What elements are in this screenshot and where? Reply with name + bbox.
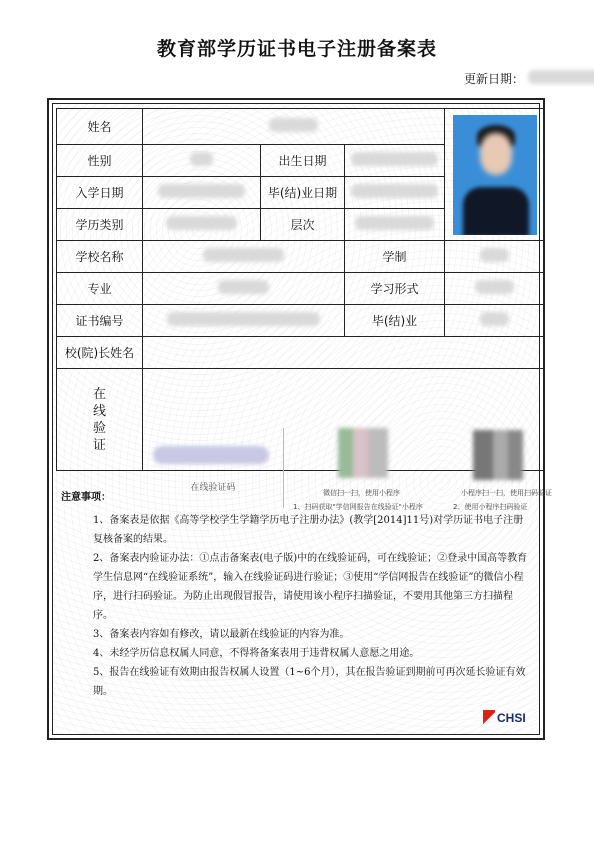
value-duration <box>445 241 545 273</box>
note-item: 5、报告在线验证有效期由报告权属人设置（1~6个月），其在报告验证到期前可再次延长验证有效期。 <box>93 667 526 697</box>
qr2-step: 2、使用小程序扫码验证 <box>453 502 528 511</box>
qr1-step: 1、扫码获取"学信网报告在线验证"小程序 <box>293 502 423 511</box>
value-birth <box>345 145 445 177</box>
update-date-label: 更新日期： <box>463 72 524 86</box>
verify-qr-code <box>473 430 523 480</box>
verify-code-link[interactable] <box>153 446 269 464</box>
photo-cell <box>445 109 545 241</box>
value-grad-date <box>345 177 445 209</box>
note-item: 3、备案表内容如有修改，请以最新在线验证的内容为准。 <box>93 629 350 640</box>
value-school <box>143 241 345 273</box>
value-president <box>143 337 545 369</box>
note-item: 1、备案表是依据《高等学校学生学籍学历电子注册办法》(教学[2014]11号)对学历证书电子注册复核备案的结果。 <box>93 515 524 545</box>
label-name: 姓名 <box>57 109 143 145</box>
notes-section <box>61 488 531 701</box>
value-level <box>345 209 445 241</box>
label-birth: 出生日期 <box>261 145 345 177</box>
note-item: 4、未经学历信息权属人同意，不得将备案表用于违背权属人意愿之用途。 <box>93 648 420 659</box>
qr1-caption: 微信扫一扫，使用小程序 <box>323 488 400 497</box>
page-title: 教育部学历证书电子注册备案表 <box>156 38 437 60</box>
record-inner <box>52 103 552 735</box>
label-grad-status: 毕(结)业 <box>345 305 445 337</box>
note-item: 2、备案表内验证办法：①点击备案表(电子版)中的在线验证码，可在线验证；②登录中国高等教育学生信息网“在线验证系统”，输入在线验证码进行验证；③使用“学信网报告在线验证”的微信小程序，进行扫码验证。为防止出现假冒报告，请使用该小程序扫描验证，不要用其他第三方扫描程序。 <box>93 553 528 621</box>
value-enroll <box>143 177 261 209</box>
label-grad-date: 毕(结)业日期 <box>261 177 345 209</box>
record-frame <box>47 98 552 740</box>
label-gender: 性别 <box>57 145 143 177</box>
value-grad-status <box>445 305 545 337</box>
label-president: 校(院)长姓名 <box>57 337 143 369</box>
update-date-value <box>528 70 594 84</box>
label-school: 学校名称 <box>57 241 143 273</box>
label-study-form: 学习形式 <box>345 273 445 305</box>
value-major <box>143 273 345 305</box>
value-name <box>143 109 445 145</box>
label-level: 层次 <box>261 209 345 241</box>
notes-list <box>61 511 531 701</box>
label-major: 专业 <box>57 273 143 305</box>
label-enroll: 入学日期 <box>57 177 143 209</box>
label-duration: 学制 <box>345 241 445 273</box>
chsi-logo-text: CHSI <box>497 711 526 725</box>
chsi-logo <box>483 710 526 725</box>
verify-cell <box>143 369 552 511</box>
label-cert-no: 证书编号 <box>57 305 143 337</box>
chsi-logo-icon <box>483 710 495 724</box>
value-gender <box>143 145 261 177</box>
label-edu-type: 学历类别 <box>57 209 143 241</box>
value-study-form <box>445 273 545 305</box>
update-date <box>464 70 524 87</box>
notes-heading: 注意事项： <box>61 492 111 503</box>
id-photo <box>453 115 537 235</box>
value-cert-no <box>143 305 345 337</box>
qr2-caption: 小程序扫一扫，使用扫码验证 <box>461 488 552 497</box>
miniprogram-qr-code <box>338 428 388 478</box>
value-edu-type <box>143 209 261 241</box>
label-verify: 在 线 验 证 <box>57 369 143 471</box>
verify-code-caption: 在线验证码 <box>190 482 236 493</box>
